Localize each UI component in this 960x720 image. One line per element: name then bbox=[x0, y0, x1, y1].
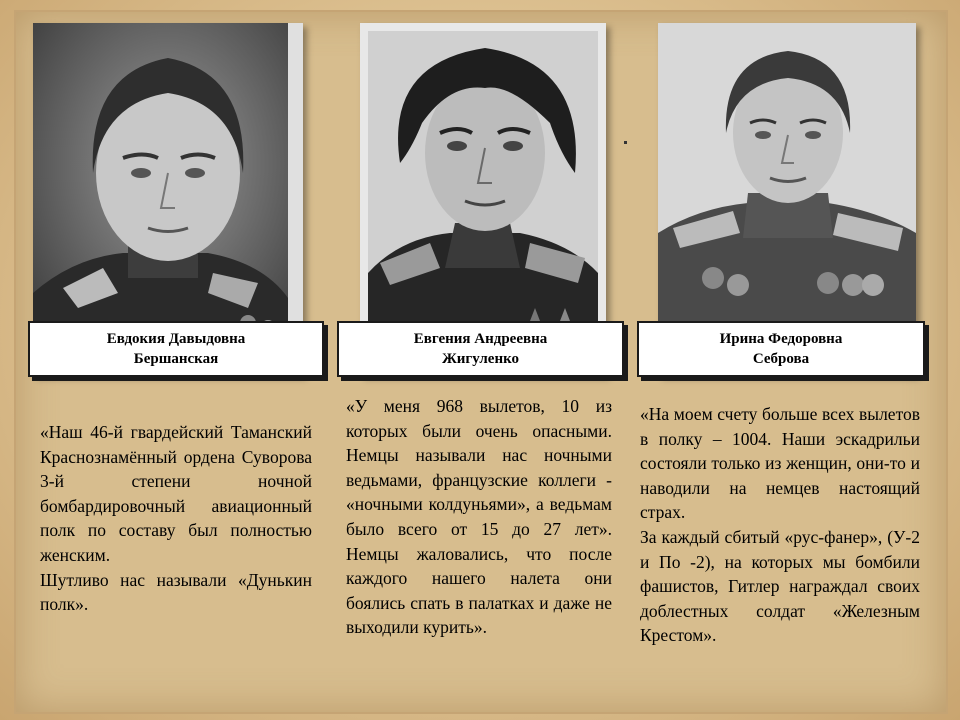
quote-paragraph: «На моем счету больше всех вылетов в полку – 1004. Наши эскадрильи состояли только из женщин, они-то и наводили на немцев настоящий страх. bbox=[640, 404, 920, 523]
name-label-bershanskaya bbox=[28, 321, 324, 377]
quote-paragraph: «У меня 968 вылетов, 10 из которых были очень опасными. Немцы называли нас ночными ведьмами, французские коллеги - «ночными колдуньями», а ведьмам было всего от 15 до 27 лет». Немцы жаловались, что после каждого нашего налета они боялись спать в палатках и даже не выходили курить». bbox=[346, 396, 612, 638]
name-line-1: Евгения Андреевна bbox=[413, 331, 548, 347]
quote-zhigulenko bbox=[346, 394, 612, 640]
quote-paragraph: Шутливо нас называли «Дунькин полк». bbox=[40, 569, 312, 615]
stray-dot bbox=[624, 141, 627, 144]
quote-paragraph: «Наш 46-й гвардейский Таманский Краснознамённый ордена Суворова 3-й степени ночной бомбардировочный авиационный полк по составу был полностью женским. bbox=[40, 422, 312, 565]
name-line-2: Себрова bbox=[752, 351, 810, 367]
quote-paragraph: За каждый сбитый «рус-фанер», (У-2 и По -2), на которых мы бомбили фашистов, Гитлер награждал своих доблестных солдат «Железным Крестом». bbox=[640, 526, 920, 646]
name-line-2: Жигуленко bbox=[441, 351, 520, 367]
name-label-sebrova bbox=[637, 321, 925, 377]
name-label-zhigulenko bbox=[337, 321, 624, 377]
name-line-1: Евдокия Давыдовна bbox=[106, 331, 246, 347]
quote-bershanskaya bbox=[40, 420, 312, 617]
name-line-1: Ирина Федоровна bbox=[719, 331, 843, 347]
quote-sebrova bbox=[640, 402, 920, 648]
name-line-2: Бершанская bbox=[133, 351, 219, 367]
